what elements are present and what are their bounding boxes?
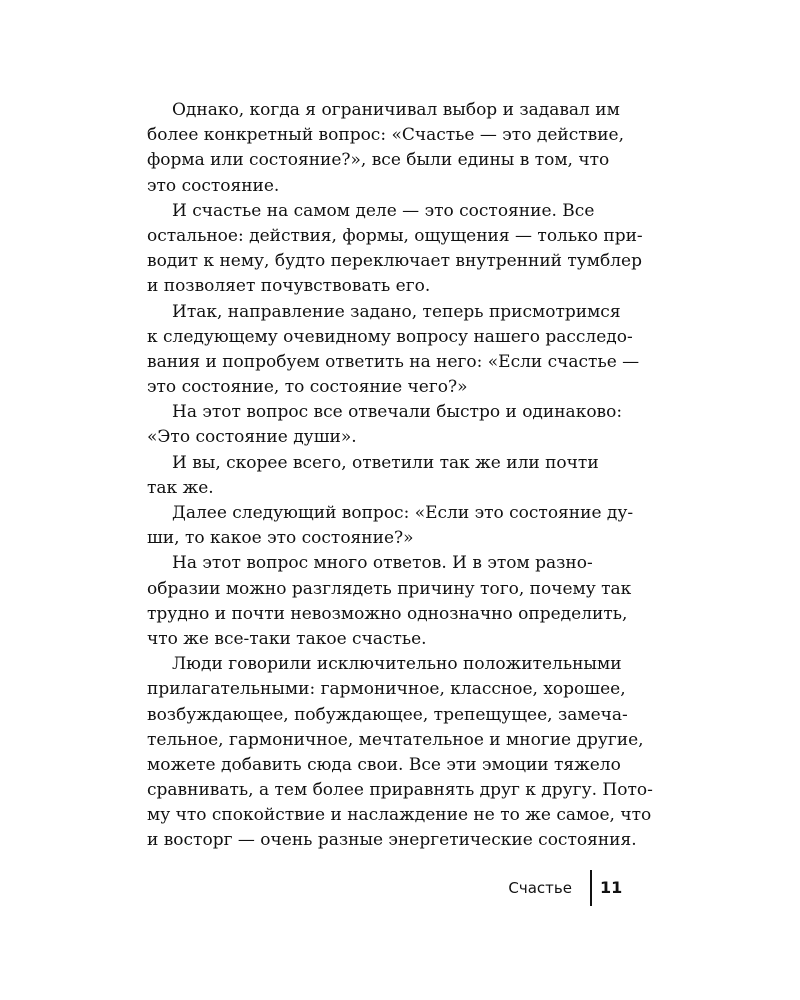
text-line: форма или состояние?», все были едины в том, что (147, 150, 610, 171)
running-title: Счастье (508, 879, 572, 897)
text-line: тельное, гармоничное, мечтательное и многие другие, (147, 729, 644, 750)
text-line: сравнивать, а тем более приравнять друг к другу. Пото- (147, 780, 653, 801)
text-line: Итак, направление задано, теперь присмотримся (172, 301, 621, 322)
text-line: И счастье на самом деле — это состояние. Все (172, 200, 595, 221)
paragraph (147, 300, 640, 401)
text-line: остальное: действия, формы, ощущения — только при- (147, 225, 643, 246)
text-line: прилагательными: гармоничное, классное, хорошее, (147, 679, 626, 700)
text-line: «Это состояние души». (147, 427, 357, 448)
page-number: 11 (600, 878, 623, 897)
paragraph (147, 652, 653, 854)
text-line: Далее следующий вопрос: «Если это состояние ду- (172, 503, 634, 523)
text-line: И вы, скорее всего, ответили так же или почти (172, 452, 599, 473)
text-line: более конкретный вопрос: «Счастье — это действие, (147, 125, 625, 146)
paragraph (147, 98, 625, 199)
paragraph (147, 451, 599, 501)
text-line: На этот вопрос много ответов. И в этом разно- (172, 553, 593, 574)
paragraph (147, 501, 634, 551)
text-line: трудно и почти невозможно однозначно определить, (147, 603, 628, 624)
text-line: так же. (147, 477, 214, 498)
text-line: образии можно разглядеть причину того, почему так (147, 578, 632, 599)
text-line: Однако, когда я ограничивал выбор и задавал им (172, 100, 620, 120)
text-line: и восторг — очень разные энергетические состояния. (147, 830, 637, 851)
paragraph (147, 551, 632, 652)
paragraph (147, 199, 643, 300)
text-line: возбуждающее, побуждающее, трепещущее, замеча- (147, 704, 628, 725)
text-line: водит к нему, будто переключает внутренний тумблер (147, 251, 643, 272)
text-line: Люди говорили исключительно положительными (172, 654, 622, 675)
text-line: ши, то какое это состояние?» (147, 528, 414, 549)
text-line: вания и попробуем ответить на него: «Если счастье — (147, 351, 640, 372)
body-text (147, 98, 653, 854)
text-line: это состояние, то состояние чего?» (147, 377, 468, 398)
text-line: можете добавить сюда свои. Все эти эмоции тяжело (147, 754, 621, 775)
paragraph (147, 400, 623, 450)
text-line: что же все-таки такое счастье. (147, 628, 427, 649)
footer-divider (590, 870, 592, 906)
text-line: На этот вопрос все отвечали быстро и одинаково: (172, 402, 623, 423)
page-footer (0, 870, 800, 910)
text-line: это состояние. (147, 175, 280, 196)
text-line: и позволяет почувствовать его. (147, 276, 431, 297)
text-line: к следующему очевидному вопросу нашего расследо- (147, 326, 633, 347)
text-line: му что спокойствие и наслаждение не то же самое, что (147, 805, 652, 826)
